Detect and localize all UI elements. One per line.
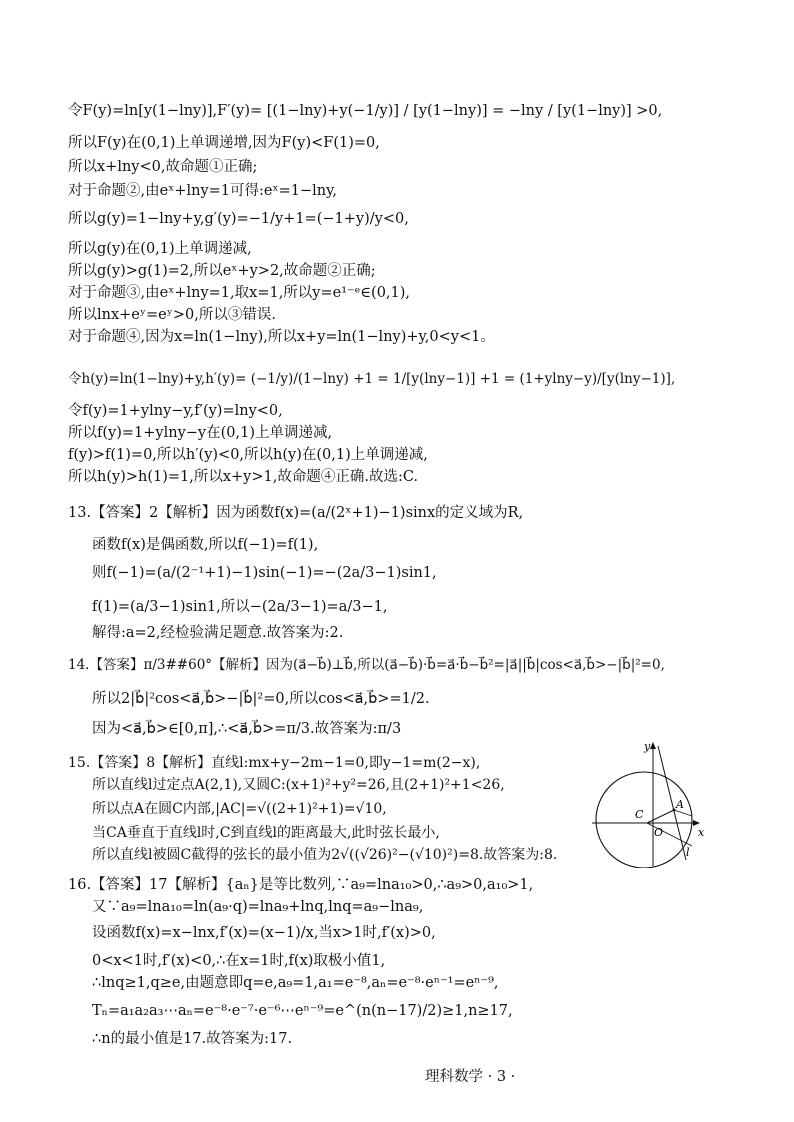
p16-line-4: 0<x<1时,f′(x)<0,∴在x=1时,f(x)取极小值1, (92, 953, 386, 969)
circle-line-figure (588, 738, 708, 868)
p12-line-1: 令F(y)=ln[y(1−lny)],F′(y)= [(1−lny)+y(−1/y)] / [y(1−lny)] = −lny / [y(1−lny)] >0, (68, 103, 663, 119)
page-footer: 理科数学 · 3 · (425, 1069, 516, 1085)
p12-line-10: 对于命题④,因为x=ln(1−lny),所以x+y=ln(1−lny)+y,0<y<1。 (68, 329, 495, 345)
p12-line-7: 所以g(y)>g(1)=2,所以eˣ+y>2,故命题②正确; (68, 263, 376, 279)
p12-line-3: 所以x+lny<0,故命题①正确; (68, 159, 258, 175)
label-y: y (644, 740, 651, 753)
p12-line-8: 对于命题③,由eˣ+lny=1,取x=1,所以y=e¹⁻ᵉ∈(0,1), (68, 285, 411, 301)
p15-line-2: 所以直线l过定点A(2,1),又圆C:(x+1)²+y²=26,且(2+1)²+1<26, (92, 777, 505, 793)
p16-line-1: 16.【答案】17【解析】{aₙ}是等比数列,∵a₉=lna₁₀>0,∴a₉>0,a₁₀>1, (68, 877, 534, 893)
p12-line-6: 所以g(y)在(0,1)上单调递减, (68, 241, 252, 257)
y-axis-arrow (650, 742, 656, 749)
label-o: O (654, 826, 664, 839)
segment-ca (647, 810, 674, 823)
p13-line-1: 13.【答案】2【解析】因为函数f(x)=(a/(2ˣ+1)−1)sinx的定义域为R, (68, 505, 524, 521)
p16-line-2: 又∵a₉=lna₁₀=ln(a₉·q)=lna₉+lnq,lnq=a₉−lna₉, (92, 899, 424, 915)
p16-line-7: ∴n的最小值是17.故答案为:17. (92, 1031, 293, 1047)
p16-line-5: ∴lnq≥1,q≥e,由题意即q=e,a₉=1,a₁=e⁻⁸,aₙ=e⁻⁸·eⁿ⁻¹=eⁿ⁻⁹, (92, 975, 499, 991)
p16-line-3: 设函数f(x)=x−lnx,f′(x)=(x−1)/x,当x>1时,f′(x)>0, (92, 925, 436, 941)
label-a: A (676, 798, 684, 811)
label-l: l (686, 846, 690, 859)
p12-line-15: 所以h(y)>h(1)=1,所以x+y>1,故命题④正确.故选:C. (68, 469, 419, 485)
p15-line-4: 当CA垂直于直线l时,C到直线l的距离最大,此时弦长最小, (92, 825, 440, 841)
p12-line-2: 所以F(y)在(0,1)上单调递增,因为F(y)<F(1)=0, (68, 135, 380, 151)
label-c: C (635, 808, 644, 821)
p15-line-5: 所以直线l被圆C截得的弦长的最小值为2√((√26)²−(√10)²)=8.故答案为:8. (92, 847, 558, 863)
p12-line-14: f(y)>f(1)=0,所以h′(y)<0,所以h(y)在(0,1)上单调递减, (68, 447, 428, 463)
p13-line-5: 解得:a=2,经检验满足题意.故答案为:2. (92, 625, 344, 641)
p12-line-12: 令f(y)=1+ylny−y,f′(y)=lny<0, (68, 403, 283, 419)
p12-line-4: 对于命题②,由eˣ+lny=1可得:eˣ=1−lny, (68, 183, 338, 199)
p15-line-3: 所以点A在圆C内部,|AC|=√((2+1)²+1)=√10, (92, 801, 387, 817)
p12-line-9: 所以lnx+eʸ=eʸ>0,所以③错误. (68, 307, 276, 323)
p12-line-13: 所以f(y)=1+ylny−y在(0,1)上单调递减, (68, 425, 333, 441)
p12-line-5: 所以g(y)=1−lny+y,g′(y)=−1/y+1=(−1+y)/y<0, (68, 211, 409, 227)
p15-line-1: 15.【答案】8【解析】直线l:mx+y−2m−1=0,即y−1=m(2−x), (68, 755, 481, 771)
p14-line-3: 因为<a⃗,b⃗>∈[0,π],∴<a⃗,b⃗>=π/3.故答案为:π/3 (92, 721, 402, 737)
p16-line-6: Tₙ=a₁a₂a₃⋯aₙ=e⁻⁸·e⁻⁷·e⁻⁶⋯eⁿ⁻⁹=e^(n(n−17)/2)≥1,n≥17, (92, 1003, 513, 1019)
label-x: x (698, 826, 705, 839)
p13-line-3: 则f(−1)=(a/(2⁻¹+1)−1)sin(−1)=−(2a/3−1)sin1, (92, 565, 437, 581)
p13-line-2: 函数f(x)是偶函数,所以f(−1)=f(1), (92, 537, 319, 553)
circle-c (596, 772, 692, 868)
p13-line-4: f(1)=(a/3−1)sin1,所以−(2a/3−1)=a/3−1, (92, 599, 388, 615)
p14-line-2: 所以2|b⃗|²cos<a⃗,b⃗>−|b⃗|²=0,所以cos<a⃗,b⃗>=1/2. (92, 691, 430, 707)
p12-line-11: 令h(y)=ln(1−lny)+y,h′(y)= (−1/y)/(1−lny) +1 = 1/[y(lny−1)] +1 = (1+ylny−y)/[y(lny−1)], (68, 371, 676, 387)
p14-line-1: 14.【答案】π/3##60°【解析】因为(a⃗−b⃗)⊥b⃗,所以(a⃗−b⃗)·b⃗=a⃗·b⃗−b⃗²=|a⃗||b⃗|cos<a⃗,b⃗>−|b⃗|²=0, (68, 657, 665, 673)
